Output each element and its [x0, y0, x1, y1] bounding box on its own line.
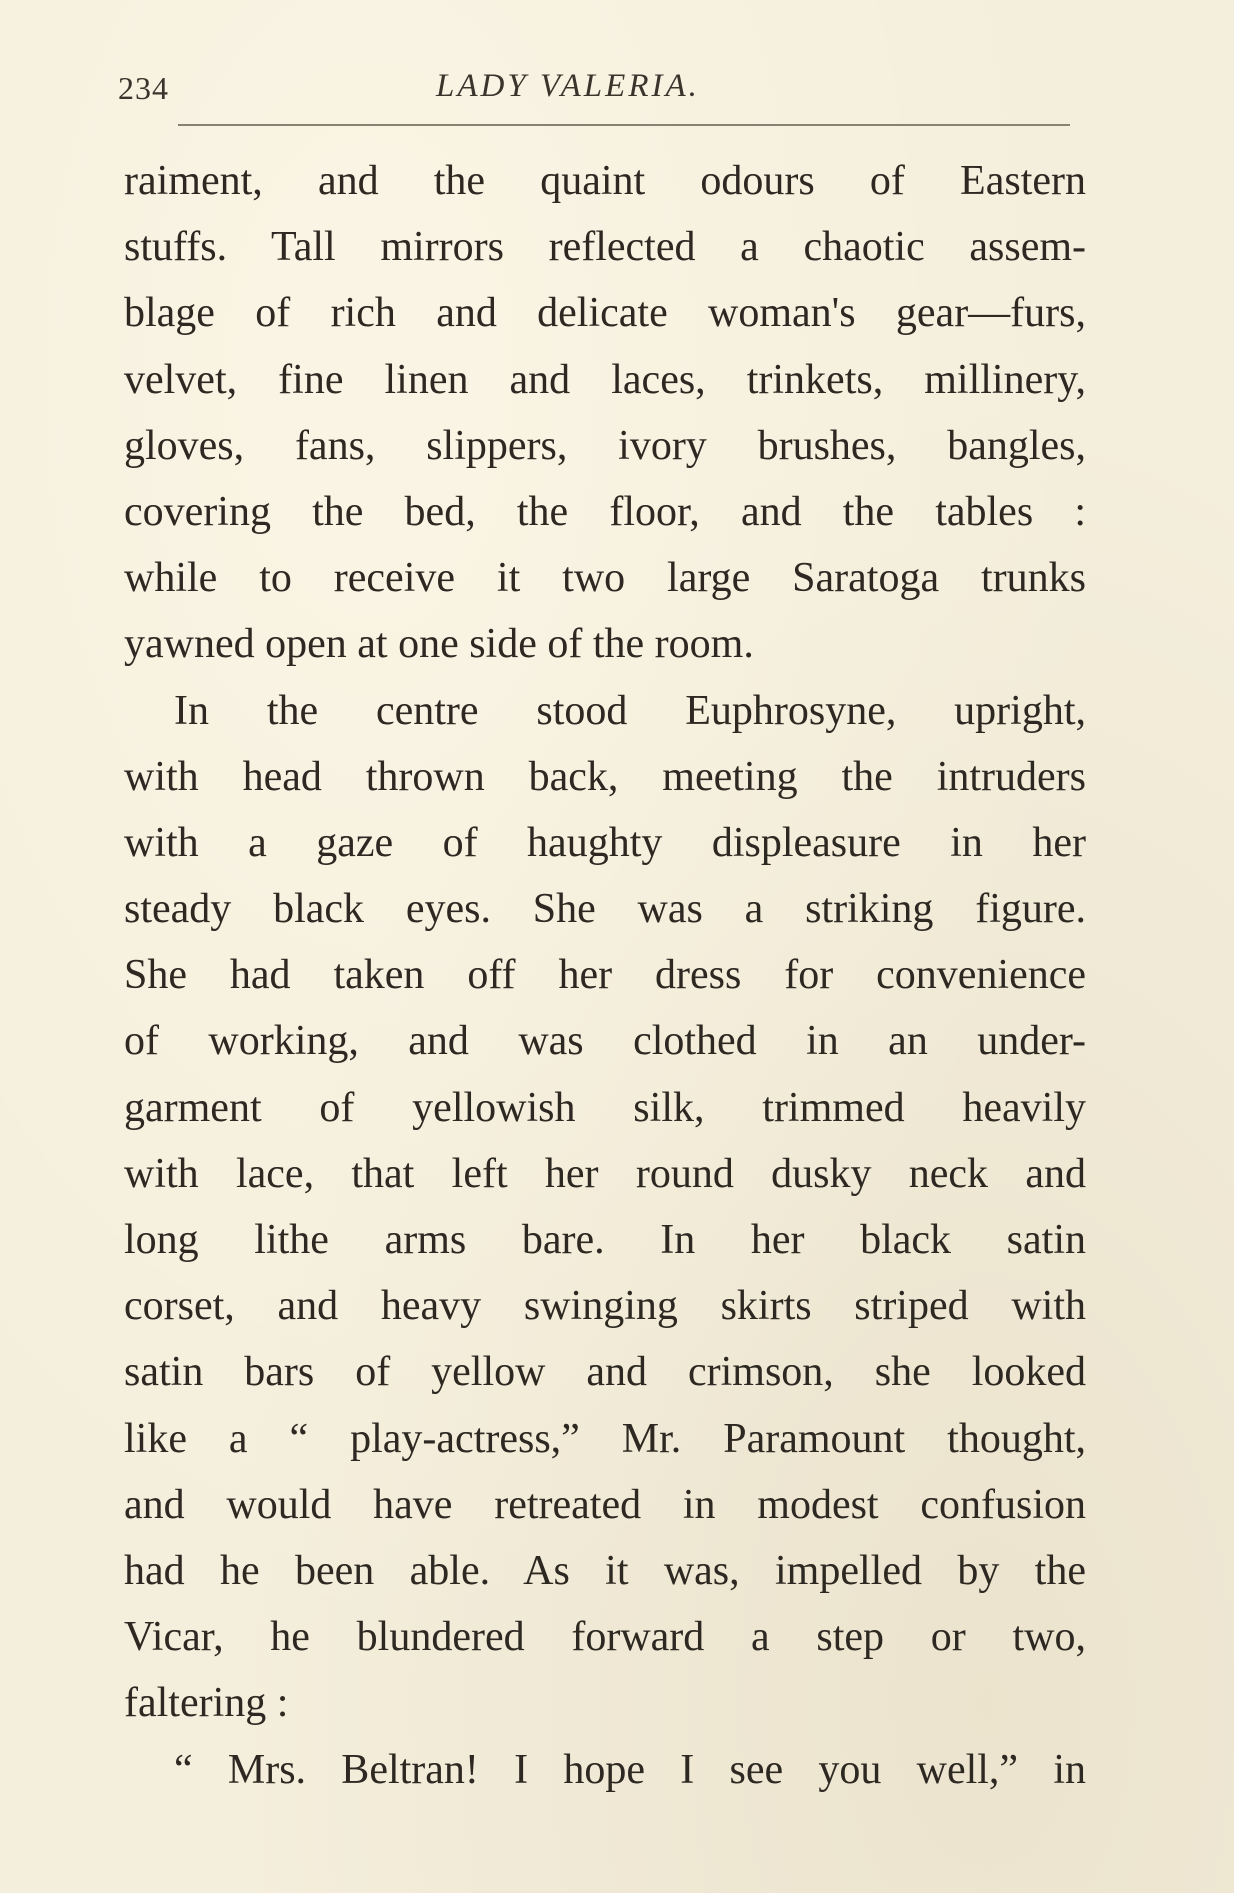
text-line: steady black eyes. She was a striking figure.	[124, 886, 1086, 933]
text-line: Vicar, he blundered forward a step or two,	[124, 1614, 1086, 1661]
page-header	[118, 62, 1070, 118]
text-line: garment of yellowish silk, trimmed heavily	[124, 1084, 1086, 1131]
text-line: stuffs. Tall mirrors reflected a chaotic assem-	[124, 224, 1086, 271]
page-number: 234	[118, 70, 169, 106]
text-line: velvet, fine linen and laces, trinkets, millinery,	[124, 356, 1086, 403]
paragraph-first-line: In the centre stood Euphrosyne, upright,	[174, 687, 1086, 734]
text-line: of working, and was clothed in an under-	[124, 1018, 1086, 1065]
text-line: long lithe arms bare. In her black satin	[124, 1217, 1086, 1263]
text-line: like a “ play-actress,” Mr. Paramount thought,	[124, 1415, 1086, 1462]
text-line: She had taken off her dress for convenience	[124, 952, 1086, 999]
text-line: faltering :	[124, 1680, 289, 1727]
text-line: covering the bed, the floor, and the tables :	[124, 488, 1086, 535]
paragraph-first-line: “ Mrs. Beltran! I hope I see you well,” in	[174, 1746, 1086, 1793]
header-rule	[178, 124, 1070, 126]
text-line: corset, and heavy swinging skirts striped with	[124, 1283, 1086, 1330]
text-line: blage of rich and delicate woman's gear—furs,	[124, 290, 1086, 337]
text-line: with lace, that left her round dusky neck and	[124, 1150, 1086, 1197]
text-line: with head thrown back, meeting the intruders	[124, 753, 1086, 800]
text-line: satin bars of yellow and crimson, she looked	[124, 1349, 1086, 1396]
text-line: and would have retreated in modest confusion	[124, 1481, 1086, 1528]
running-title: LADY VALERIA.	[436, 68, 700, 104]
text-line: had he been able. As it was, impelled by the	[124, 1547, 1086, 1594]
text-line: gloves, fans, slippers, ivory brushes, bangles,	[124, 422, 1086, 469]
text-line: with a gaze of haughty displeasure in her	[124, 819, 1086, 866]
text-line: yawned open at one side of the room.	[124, 621, 754, 668]
text-line: while to receive it two large Saratoga trunks	[124, 555, 1086, 602]
body-text	[124, 148, 1086, 1803]
text-line: raiment, and the quaint odours of Eastern	[124, 158, 1086, 204]
